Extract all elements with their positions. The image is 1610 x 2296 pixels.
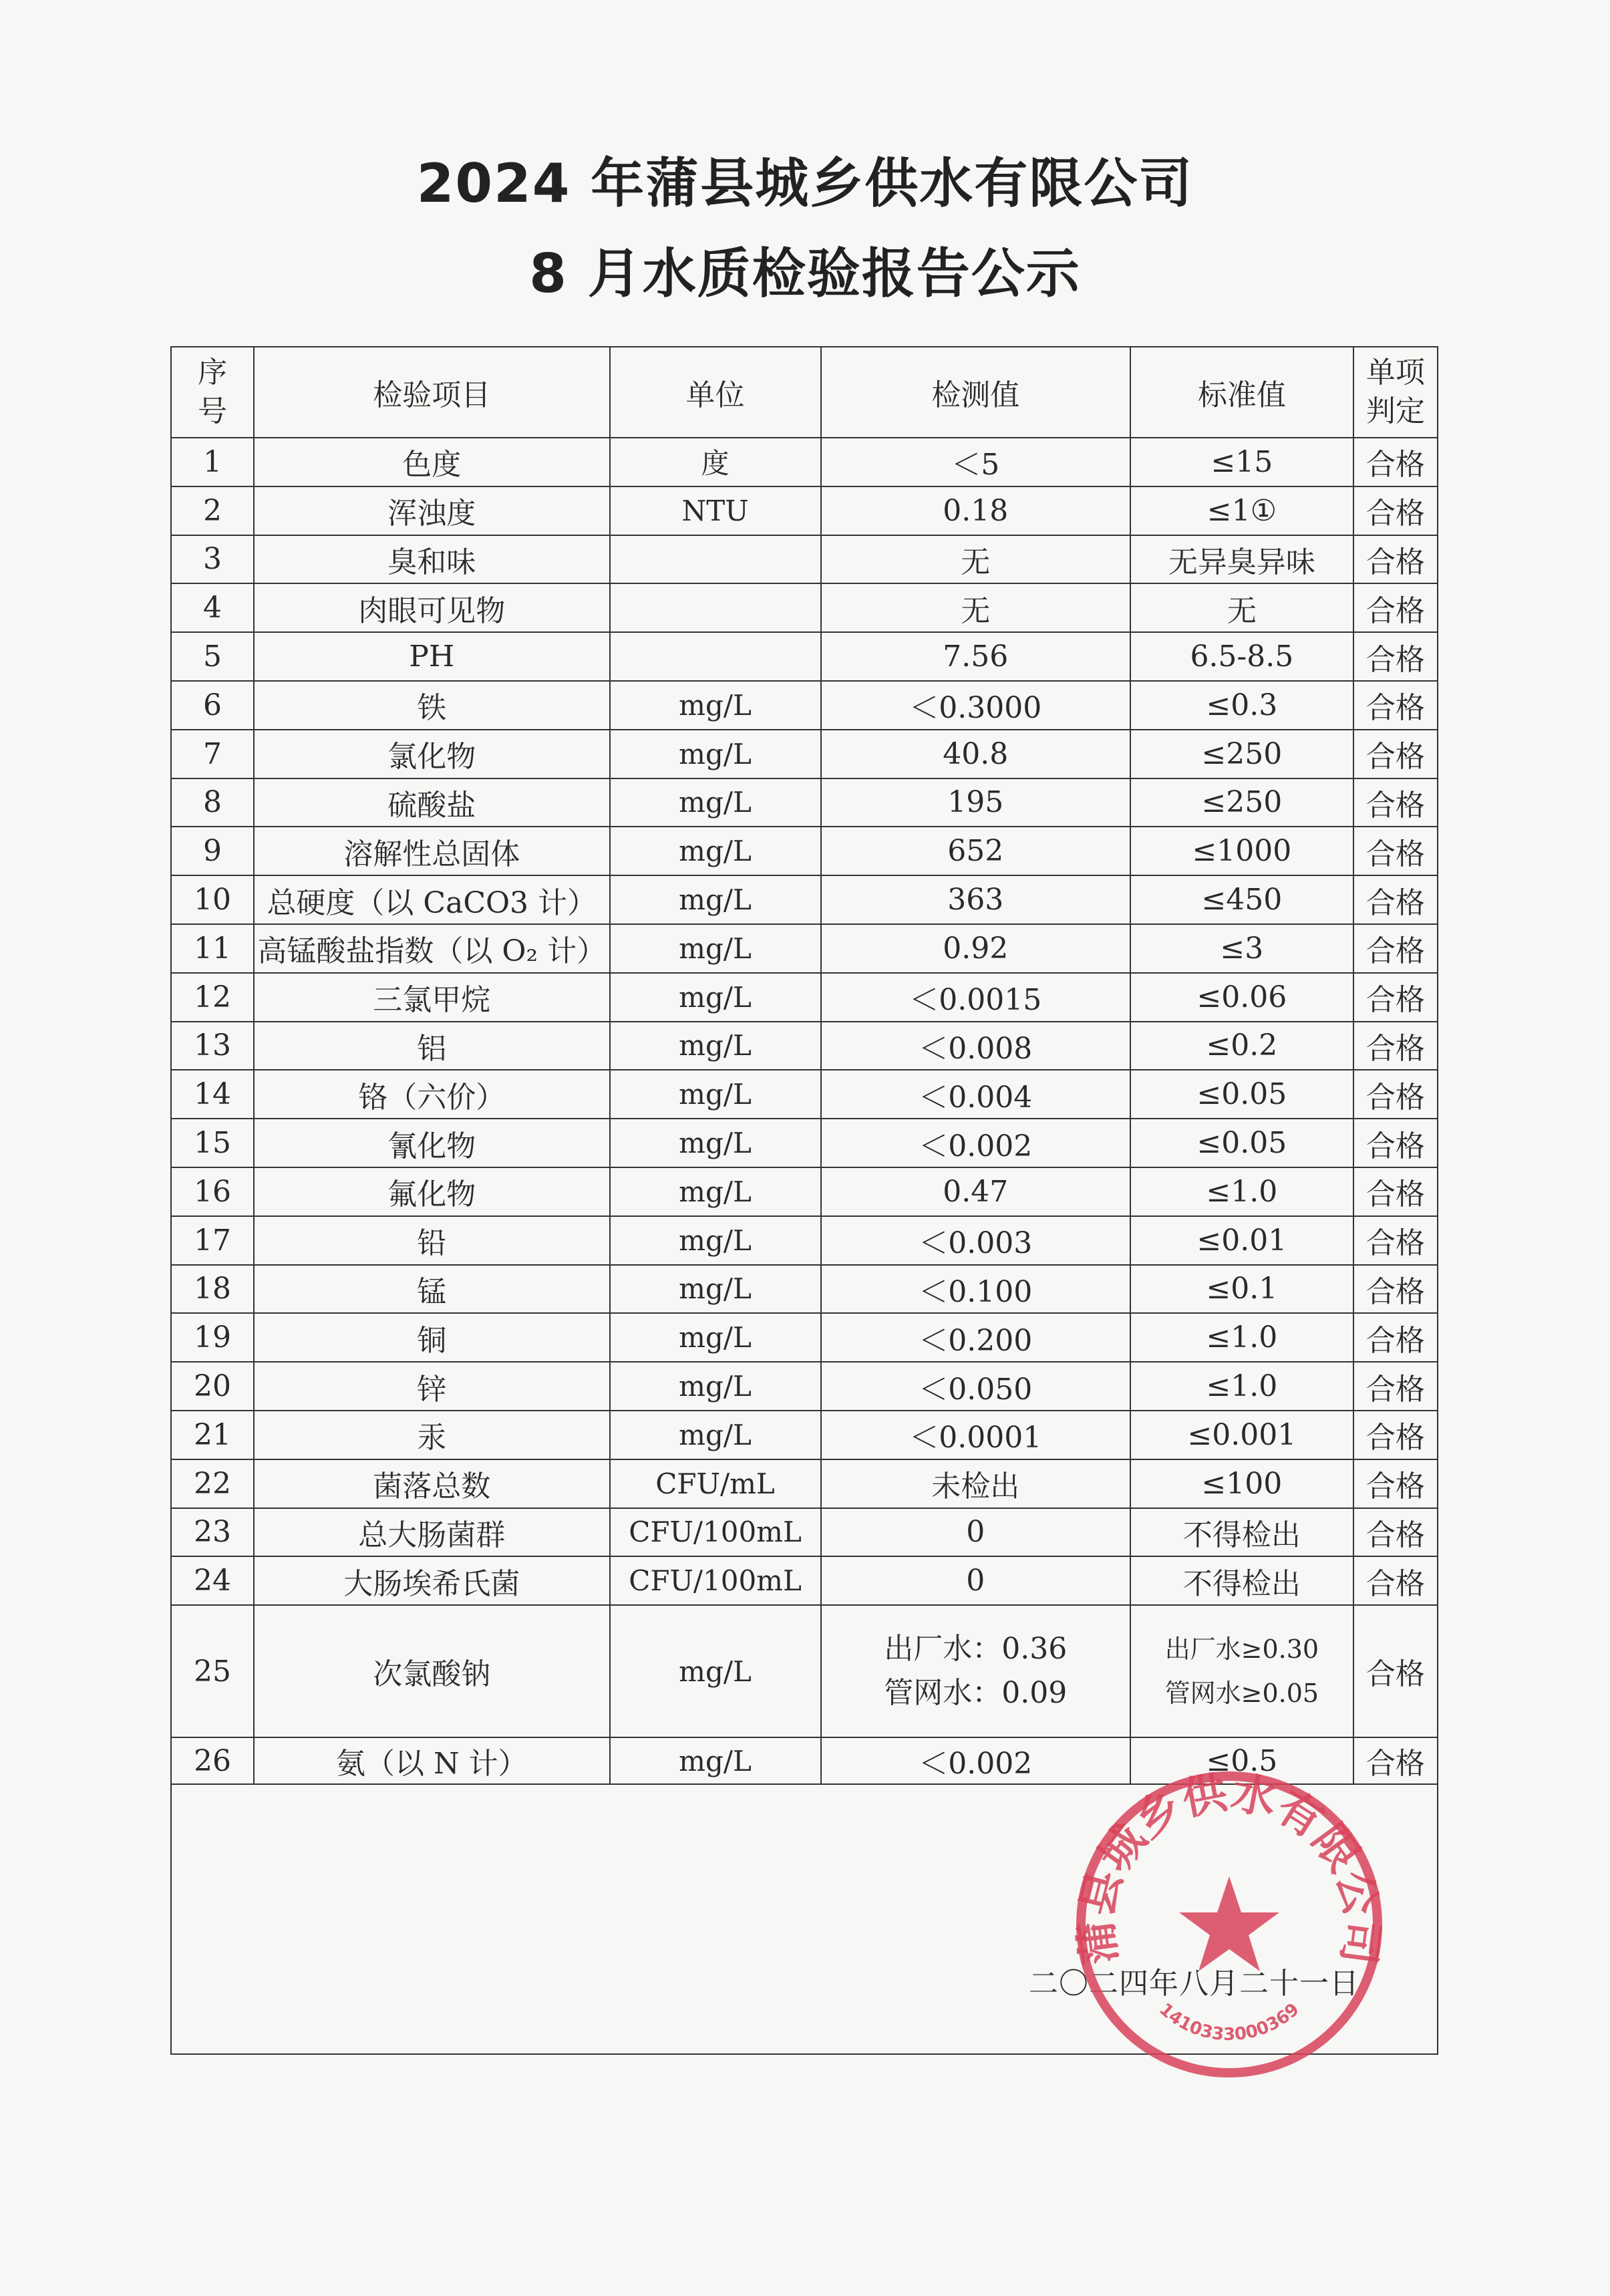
cell-measured: ＜0.002 — [821, 1119, 1130, 1167]
cell-unit: mg/L — [610, 1216, 821, 1265]
cell-standard: ≤450 — [1130, 875, 1353, 924]
cell-judgement: 合格 — [1353, 1167, 1438, 1216]
table-row-8 — [171, 778, 1438, 827]
cell-no: 20 — [171, 1362, 254, 1411]
table-row-17 — [171, 1216, 1438, 1265]
cell-judgement: 合格 — [1353, 730, 1438, 778]
cell-no: 7 — [171, 730, 254, 778]
cell-no: 22 — [171, 1459, 254, 1508]
cell-standard: ≤0.001 — [1130, 1411, 1353, 1459]
cell-standard: ≤100 — [1130, 1459, 1353, 1508]
cell-standard: ≤0.3 — [1130, 681, 1353, 730]
cell-measured: 0.92 — [821, 924, 1130, 973]
header-no: 序 号 — [171, 347, 254, 438]
cell-item: 硫酸盐 — [254, 778, 610, 827]
cell-no: 18 — [171, 1265, 254, 1314]
cell-judgement: 合格 — [1353, 632, 1438, 681]
cell-item: 铁 — [254, 681, 610, 730]
cell-no: 19 — [171, 1313, 254, 1362]
cell-judgement: 合格 — [1353, 1070, 1438, 1119]
cell-standard: ≤1① — [1130, 486, 1353, 535]
cell-standard: ≤1.0 — [1130, 1313, 1353, 1362]
cell-judgement: 合格 — [1353, 973, 1438, 1022]
cell-no: 15 — [171, 1119, 254, 1167]
cell-unit: mg/L — [610, 875, 821, 924]
table-row-18 — [171, 1265, 1438, 1314]
cell-standard: ≤0.5 — [1130, 1737, 1353, 1784]
table-row-19 — [171, 1313, 1438, 1362]
cell-no: 1 — [171, 438, 254, 486]
cell-no: 12 — [171, 973, 254, 1022]
cell-measured: 40.8 — [821, 730, 1130, 778]
cell-item: 色度 — [254, 438, 610, 486]
measured-network: 管网水：0.09 — [884, 1676, 1068, 1711]
table-row-16 — [171, 1167, 1438, 1216]
cell-no: 17 — [171, 1216, 254, 1265]
cell-item: 氟化物 — [254, 1167, 610, 1216]
table-row-25 — [171, 1605, 1438, 1737]
cell-unit: mg/L — [610, 924, 821, 973]
cell-item: 溶解性总固体 — [254, 827, 610, 875]
table-row-12 — [171, 973, 1438, 1022]
cell-measured — [821, 1605, 1130, 1737]
cell-item: 次氯酸钠 — [254, 1605, 610, 1737]
cell-unit: mg/L — [610, 1362, 821, 1411]
report-title-line2: 8 月水质检验报告公示 — [529, 243, 1081, 305]
cell-standard: ≤3 — [1130, 924, 1353, 973]
cell-no: 14 — [171, 1070, 254, 1119]
cell-item: 氯化物 — [254, 730, 610, 778]
cell-item: 锰 — [254, 1265, 610, 1314]
cell-item: 汞 — [254, 1411, 610, 1459]
cell-measured: 195 — [821, 778, 1130, 827]
cell-judgement: 合格 — [1353, 1508, 1438, 1557]
cell-item: 总硬度（以 CaCO3 计） — [254, 875, 610, 924]
cell-measured: ＜0.003 — [821, 1216, 1130, 1265]
seal-name-text: 蒲县城乡供水有限公司 — [1070, 1766, 1389, 1968]
cell-standard: 不得检出 — [1130, 1556, 1353, 1605]
cell-unit: CFU/mL — [610, 1459, 821, 1508]
table-row-1 — [171, 438, 1438, 486]
cell-item: PH — [254, 632, 610, 681]
cell-judgement: 合格 — [1353, 1362, 1438, 1411]
table-row-10 — [171, 875, 1438, 924]
cell-judgement: 合格 — [1353, 1411, 1438, 1459]
cell-measured: ＜0.008 — [821, 1022, 1130, 1070]
cell-unit — [610, 583, 821, 632]
cell-judgement: 合格 — [1353, 1459, 1438, 1508]
cell-judgement: 合格 — [1353, 778, 1438, 827]
cell-item: 肉眼可见物 — [254, 583, 610, 632]
table-row-3 — [171, 535, 1438, 584]
cell-standard — [1130, 1605, 1353, 1737]
cell-measured: ＜0.200 — [821, 1313, 1130, 1362]
header-standard: 标准值 — [1130, 347, 1353, 438]
company-seal-stamp — [1069, 1764, 1390, 2085]
table-row-6 — [171, 681, 1438, 730]
cell-measured: 0.18 — [821, 486, 1130, 535]
cell-item: 锌 — [254, 1362, 610, 1411]
cell-judgement: 合格 — [1353, 1556, 1438, 1605]
table-row-11 — [171, 924, 1438, 973]
cell-judgement: 合格 — [1353, 1605, 1438, 1737]
cell-unit — [610, 632, 821, 681]
cell-standard: 6.5-8.5 — [1130, 632, 1353, 681]
table-row-14 — [171, 1070, 1438, 1119]
cell-no: 13 — [171, 1022, 254, 1070]
cell-standard: ≤15 — [1130, 438, 1353, 486]
cell-measured: ＜0.050 — [821, 1362, 1130, 1411]
cell-item: 铜 — [254, 1313, 610, 1362]
cell-standard: ≤0.05 — [1130, 1119, 1353, 1167]
cell-unit: mg/L — [610, 730, 821, 778]
cell-unit: mg/L — [610, 1737, 821, 1784]
cell-judgement: 合格 — [1353, 827, 1438, 875]
cell-no: 10 — [171, 875, 254, 924]
cell-measured: 363 — [821, 875, 1130, 924]
cell-no: 16 — [171, 1167, 254, 1216]
cell-standard: 不得检出 — [1130, 1508, 1353, 1557]
cell-standard: ≤0.1 — [1130, 1265, 1353, 1314]
cell-item: 铬（六价） — [254, 1070, 610, 1119]
cell-standard: ≤250 — [1130, 778, 1353, 827]
seal-code-text: 1410333000369 — [1155, 1999, 1303, 2045]
cell-judgement: 合格 — [1353, 681, 1438, 730]
cell-item: 臭和味 — [254, 535, 610, 584]
table-row-13 — [171, 1022, 1438, 1070]
cell-judgement: 合格 — [1353, 1216, 1438, 1265]
standard-network: 管网水≥0.05 — [1164, 1679, 1319, 1709]
cell-item: 铅 — [254, 1216, 610, 1265]
cell-unit: mg/L — [610, 1070, 821, 1119]
cell-measured: 无 — [821, 535, 1130, 584]
cell-standard: ≤1.0 — [1130, 1362, 1353, 1411]
cell-unit: mg/L — [610, 1265, 821, 1314]
cell-measured: ＜0.002 — [821, 1737, 1130, 1784]
cell-item: 大肠埃希氏菌 — [254, 1556, 610, 1605]
cell-judgement: 合格 — [1353, 1119, 1438, 1167]
cell-item: 铝 — [254, 1022, 610, 1070]
cell-measured: ＜5 — [821, 438, 1130, 486]
cell-measured: 0 — [821, 1508, 1130, 1557]
table-row-15 — [171, 1119, 1438, 1167]
cell-unit: mg/L — [610, 1605, 821, 1737]
cell-no: 2 — [171, 486, 254, 535]
table-row-7 — [171, 730, 1438, 778]
header-measured: 检测值 — [821, 347, 1130, 438]
table-row-23 — [171, 1508, 1438, 1557]
issue-date: 二〇二四年八月二十一日 — [1029, 1967, 1359, 2001]
cell-judgement: 合格 — [1353, 924, 1438, 973]
cell-unit: mg/L — [610, 1411, 821, 1459]
table-row-9 — [171, 827, 1438, 875]
table-header-row — [171, 347, 1438, 438]
cell-standard: 无 — [1130, 583, 1353, 632]
table-row-21 — [171, 1411, 1438, 1459]
cell-no: 9 — [171, 827, 254, 875]
cell-measured: 7.56 — [821, 632, 1130, 681]
cell-no: 4 — [171, 583, 254, 632]
cell-unit: CFU/100mL — [610, 1556, 821, 1605]
cell-measured: ＜0.100 — [821, 1265, 1130, 1314]
cell-standard: ≤1000 — [1130, 827, 1353, 875]
cell-judgement: 合格 — [1353, 486, 1438, 535]
cell-no: 5 — [171, 632, 254, 681]
cell-standard: 无异臭异味 — [1130, 535, 1353, 584]
cell-unit: NTU — [610, 486, 821, 535]
cell-judgement: 合格 — [1353, 535, 1438, 584]
cell-unit: mg/L — [610, 778, 821, 827]
cell-judgement: 合格 — [1353, 875, 1438, 924]
cell-item: 氰化物 — [254, 1119, 610, 1167]
cell-judgement: 合格 — [1353, 1022, 1438, 1070]
cell-no: 6 — [171, 681, 254, 730]
cell-no: 11 — [171, 924, 254, 973]
cell-item: 氨（以 N 计） — [254, 1737, 610, 1784]
header-item: 检验项目 — [254, 347, 610, 438]
seal-star-icon — [1179, 1876, 1279, 1971]
cell-unit: mg/L — [610, 1167, 821, 1216]
cell-unit — [610, 535, 821, 584]
cell-judgement: 合格 — [1353, 583, 1438, 632]
cell-item: 浑浊度 — [254, 486, 610, 535]
cell-no: 3 — [171, 535, 254, 584]
report-title-line1: 2024 年蒲县城乡供水有限公司 — [416, 152, 1194, 214]
cell-measured: 0 — [821, 1556, 1130, 1605]
cell-unit: mg/L — [610, 1313, 821, 1362]
cell-measured: 未检出 — [821, 1459, 1130, 1508]
cell-unit: mg/L — [610, 973, 821, 1022]
cell-item: 总大肠菌群 — [254, 1508, 610, 1557]
cell-item: 菌落总数 — [254, 1459, 610, 1508]
table-row-4 — [171, 583, 1438, 632]
cell-measured: ＜0.3000 — [821, 681, 1130, 730]
cell-no: 26 — [171, 1737, 254, 1784]
cell-unit: mg/L — [610, 1119, 821, 1167]
cell-standard: ≤0.2 — [1130, 1022, 1353, 1070]
cell-measured: ＜0.0015 — [821, 973, 1130, 1022]
cell-no: 21 — [171, 1411, 254, 1459]
table-row-24 — [171, 1556, 1438, 1605]
cell-judgement: 合格 — [1353, 438, 1438, 486]
cell-item: 高锰酸盐指数（以 O₂ 计） — [254, 924, 610, 973]
cell-no: 24 — [171, 1556, 254, 1605]
table-row-22 — [171, 1459, 1438, 1508]
cell-standard: ≤0.05 — [1130, 1070, 1353, 1119]
cell-standard: ≤0.06 — [1130, 973, 1353, 1022]
cell-judgement: 合格 — [1353, 1737, 1438, 1784]
cell-standard: ≤1.0 — [1130, 1167, 1353, 1216]
cell-unit: 度 — [610, 438, 821, 486]
cell-unit: mg/L — [610, 681, 821, 730]
cell-unit: mg/L — [610, 1022, 821, 1070]
header-judgement: 单项 判定 — [1353, 347, 1438, 438]
cell-measured: ＜0.0001 — [821, 1411, 1130, 1459]
cell-measured: 0.47 — [821, 1167, 1130, 1216]
cell-judgement: 合格 — [1353, 1313, 1438, 1362]
cell-item: 三氯甲烷 — [254, 973, 610, 1022]
cell-unit: mg/L — [610, 827, 821, 875]
measured-factory: 出厂水：0.36 — [884, 1632, 1068, 1667]
cell-judgement: 合格 — [1353, 1265, 1438, 1314]
cell-measured: 无 — [821, 583, 1130, 632]
cell-unit: CFU/100mL — [610, 1508, 821, 1557]
table-row-20 — [171, 1362, 1438, 1411]
cell-standard: ≤0.01 — [1130, 1216, 1353, 1265]
cell-measured: ＜0.004 — [821, 1070, 1130, 1119]
table-row-2 — [171, 486, 1438, 535]
standard-factory: 出厂水≥0.30 — [1164, 1634, 1319, 1665]
cell-no: 25 — [171, 1605, 254, 1737]
cell-no: 23 — [171, 1508, 254, 1557]
cell-standard: ≤250 — [1130, 730, 1353, 778]
header-unit: 单位 — [610, 347, 821, 438]
cell-measured: 652 — [821, 827, 1130, 875]
table-row-5 — [171, 632, 1438, 681]
cell-no: 8 — [171, 778, 254, 827]
